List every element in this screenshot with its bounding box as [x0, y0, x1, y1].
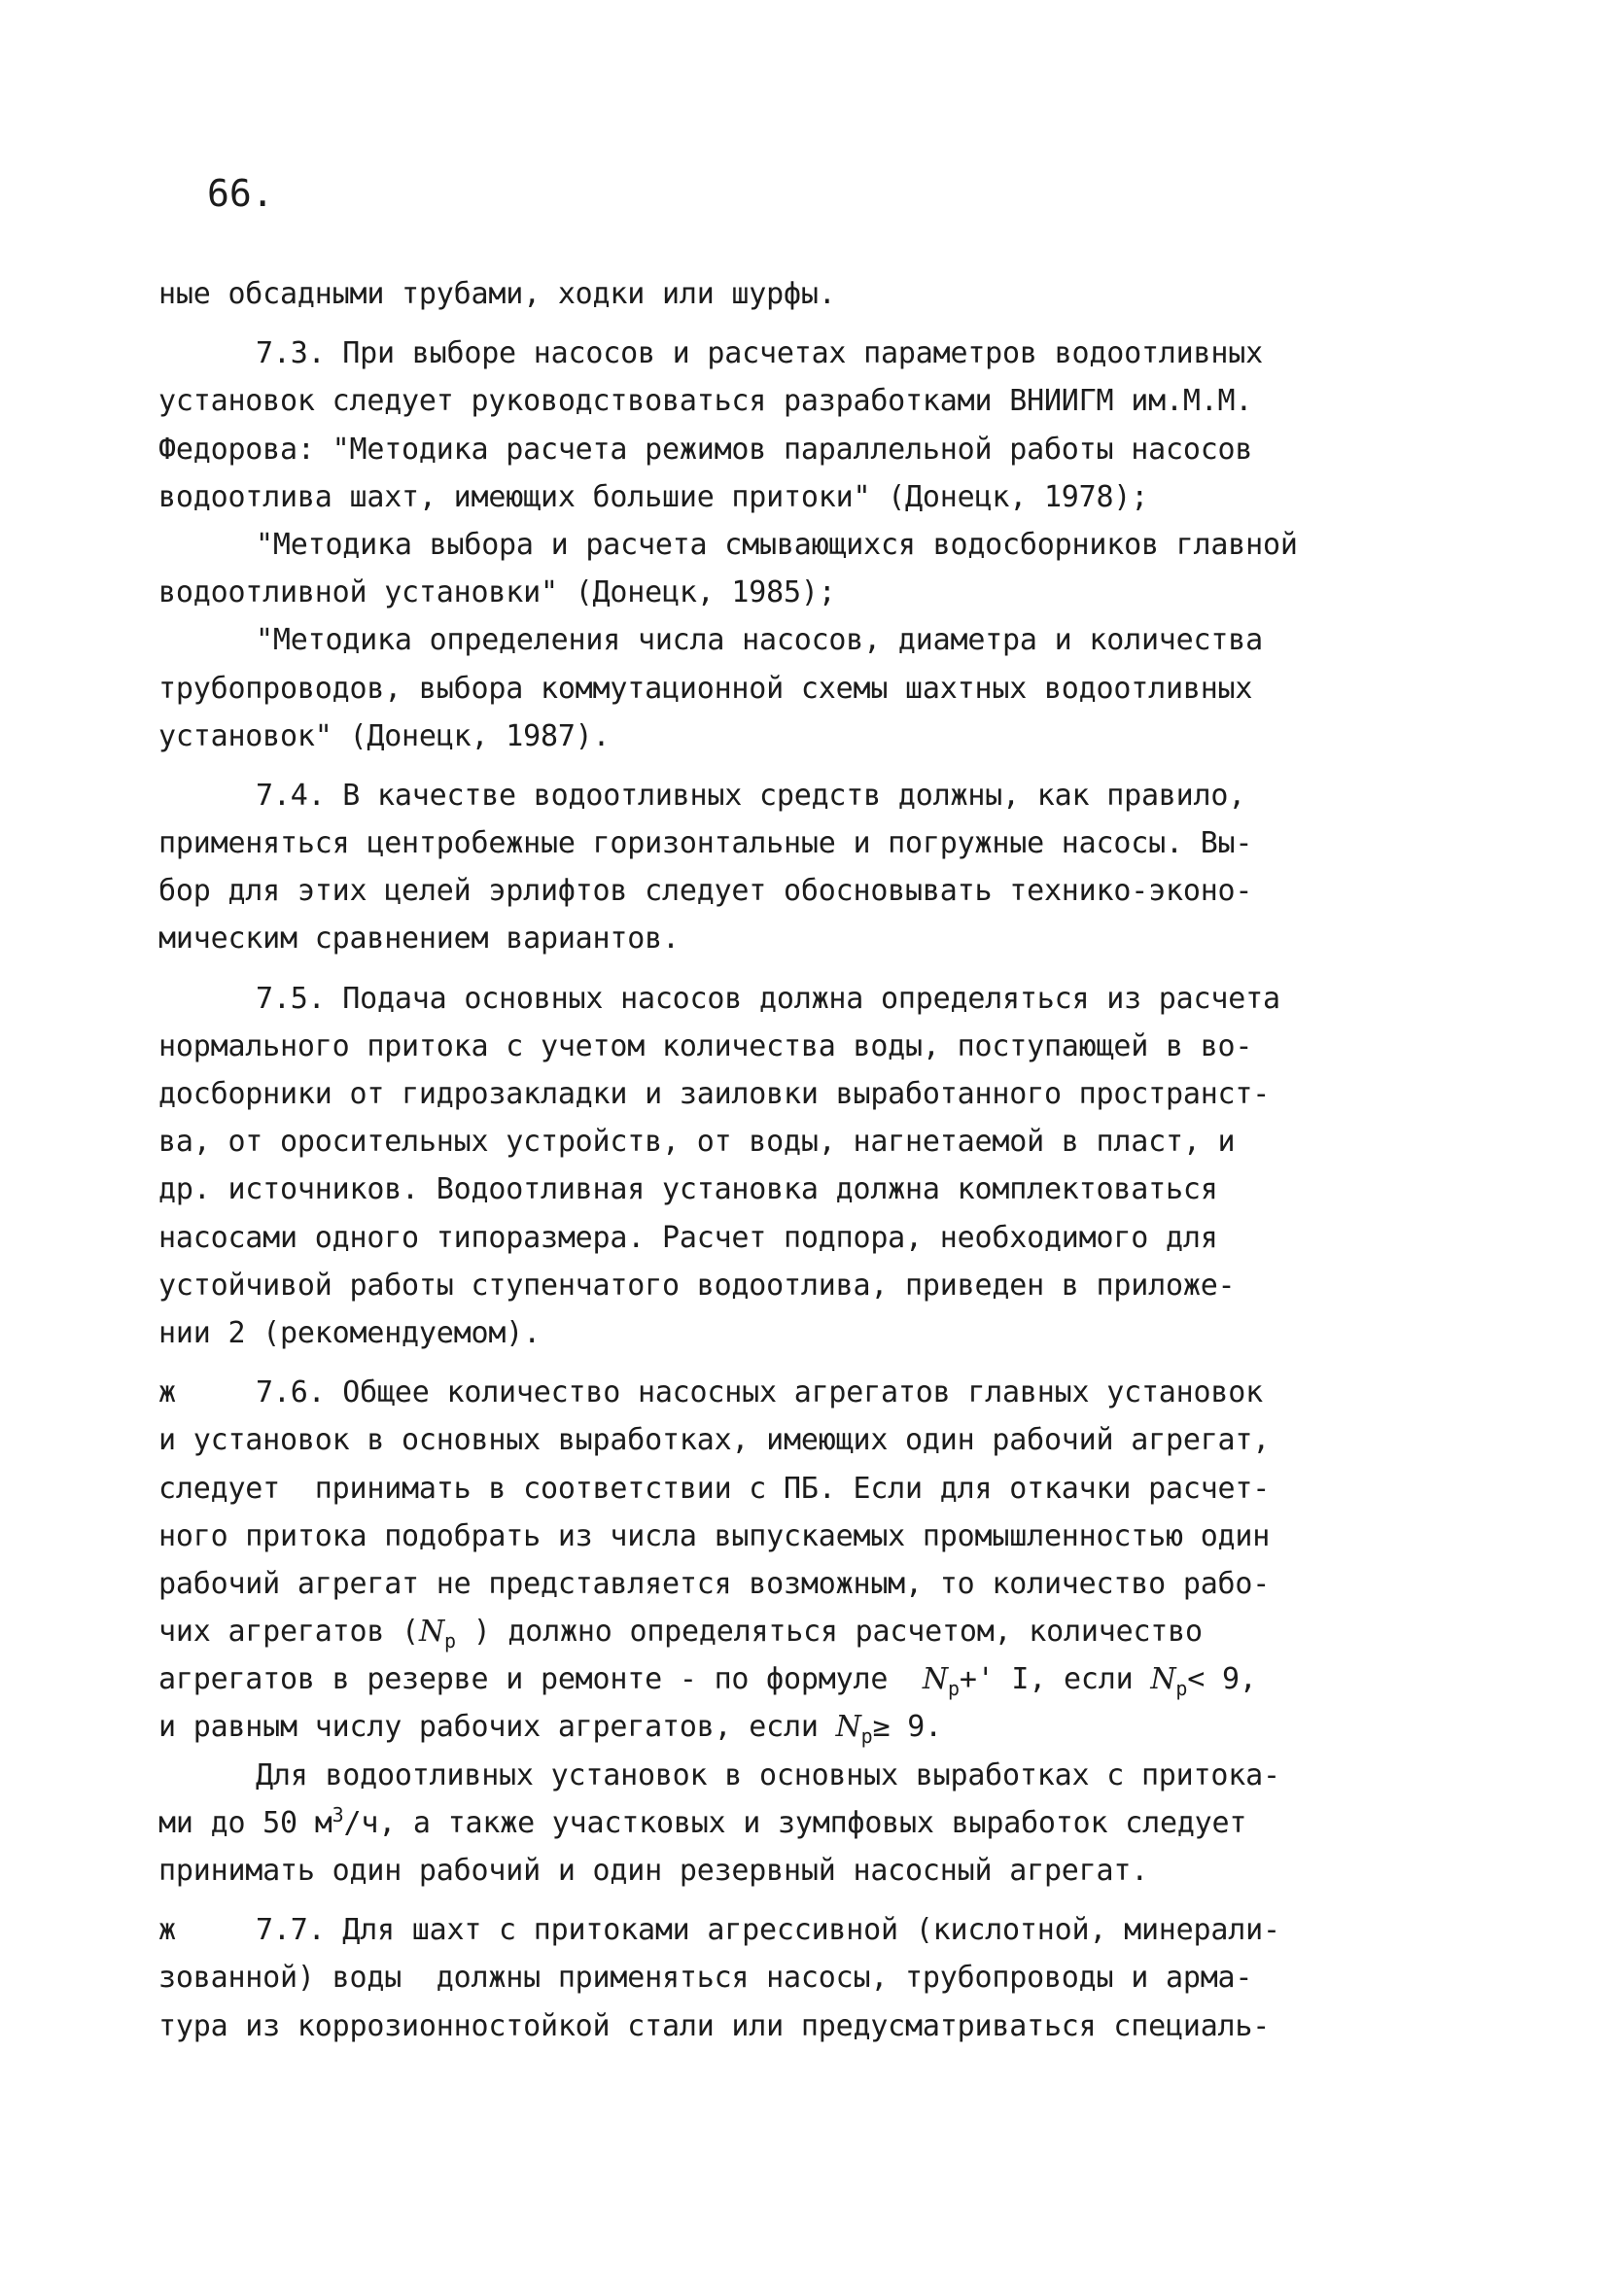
text-line: "Методика определения числа насосов, диаметра и количества — [256, 623, 1263, 658]
text-line — [158, 1703, 1461, 1751]
text-line: бор для этих целей эрлифтов следует обосновывать технико-эконо- — [158, 874, 1253, 909]
line-text: чих агрегатов ( — [158, 1615, 419, 1650]
text-line: зованной) воды должны применяться насосы, трубопроводы и арма- — [158, 1961, 1253, 1996]
text-line: нормального притока с учетом количества воды, поступающей в во- — [158, 1028, 1253, 1063]
formula-symbol: N — [418, 1615, 444, 1650]
formula-subscript: р — [1175, 1677, 1188, 1701]
text-line: 7.4. В качестве водоотливных средств должны, как правило, — [256, 778, 1246, 813]
paragraph-7-6-continued — [158, 1752, 1461, 1896]
text-line — [158, 1799, 1461, 1847]
text-line: ные обсадными трубами, ходки или шурфы. — [158, 277, 836, 311]
line-text: ми до 50 м — [158, 1805, 332, 1840]
text-line: и установок в основных выработках, имеющих один рабочий агрегат, — [158, 1423, 1271, 1458]
change-marker: ж — [158, 1375, 176, 1410]
text-line: трубопроводов, выбора коммутационной схемы шахтных водоотливных — [158, 671, 1253, 706]
line-text: ) должно определяться расчетом, количество — [455, 1615, 1203, 1650]
line-text: и равным числу рабочих агрегатов, если — [158, 1710, 836, 1745]
text-line: др. источников. Водоотливная установка должна комплектоваться — [158, 1172, 1218, 1207]
text-line: водоотлива шахт, имеющих большие притоки" (Донецк, 1978); — [158, 479, 1149, 514]
reference-quote-1 — [158, 521, 1461, 616]
text-line: установок" (Донецк, 1987). — [158, 718, 611, 753]
text-line: мическим сравнением вариантов. — [158, 922, 680, 957]
line-text: +' I, если — [959, 1662, 1151, 1697]
text-line: тура из коррозионностойкой стали или предусматриваться специаль- — [158, 2008, 1271, 2043]
superscript: 3 — [332, 1802, 344, 1826]
text-line: ва, от оросительных устройств, от воды, нагнетаемой в пласт, и — [158, 1125, 1236, 1160]
formula-symbol: N — [1150, 1662, 1176, 1697]
text-line: применяться центробежные горизонтальные и погружные насосы. Вы- — [158, 826, 1253, 861]
text-line: устойчивой работы ступенчатого водоотлива, приведен в приложе- — [158, 1268, 1236, 1303]
text-line: 7.5. Подача основных насосов должна определяться из расчета — [256, 981, 1280, 1016]
text-line: Федорова: "Методика расчета режимов параллельной работы насосов — [158, 432, 1253, 467]
text-line: водоотливной установки" (Донецк, 1985); — [158, 575, 836, 610]
text-line — [158, 1369, 1461, 1416]
text-line: нии 2 (рекомендуемом). — [158, 1315, 541, 1350]
change-marker: ж — [158, 1913, 176, 1948]
formula-subscript: р — [947, 1677, 960, 1701]
reference-quote-2 — [158, 616, 1461, 760]
paragraph-7-6 — [158, 1369, 1461, 1752]
text-line: Для водоотливных установок в основных выработках с притока- — [256, 1757, 1280, 1792]
text-line: досборники от гидрозакладки и заиловки выработанного пространст- — [158, 1077, 1271, 1111]
text-line: рабочий агрегат не представляется возможным, то количество рабо- — [158, 1566, 1271, 1601]
formula-subscript: р — [444, 1629, 456, 1653]
line-text: 7.7. Для шахт с притоками агрессивной (кислотной, минерали- — [256, 1913, 1280, 1948]
text-line — [158, 1608, 1461, 1655]
line-text: 7.6. Общее количество насосных агрегатов главных установок — [256, 1375, 1263, 1410]
text-line: установок следует руководствоваться разработками ВНИИГМ им.М.М. — [158, 384, 1253, 419]
paragraph-7-4 — [158, 772, 1461, 963]
line-text: /ч, а также участковых и зумпфовых выработок следует — [343, 1805, 1247, 1840]
paragraph-7-5 — [158, 975, 1461, 1358]
text-line — [158, 1655, 1461, 1703]
formula-subscript: р — [860, 1724, 873, 1749]
text-line: принимать один рабочий и один резервный насосный агрегат. — [158, 1854, 1149, 1888]
text-line: следует принимать в соответствии с ПБ. Если для откачки расчет- — [158, 1471, 1271, 1506]
line-text: ≥ 9. — [872, 1710, 942, 1745]
text-line: 7.3. При выборе насосов и расчетах параметров водоотливных — [256, 336, 1263, 371]
body-text — [158, 270, 1461, 2050]
line-text: агрегатов в резерве и ремонте - по формуле — [158, 1662, 923, 1697]
text-line: "Методика выбора и расчета смывающихся водосборников главной — [256, 527, 1298, 562]
text-line — [158, 1906, 1461, 1954]
text-line: ного притока подобрать из числа выпускаемых промышленностью один — [158, 1518, 1271, 1553]
formula-symbol: N — [835, 1710, 861, 1745]
line-text: < 9, — [1187, 1662, 1257, 1697]
page-number: 66. — [207, 172, 274, 215]
formula-symbol: N — [922, 1662, 948, 1697]
paragraph-7-7 — [158, 1906, 1461, 2050]
paragraph-7-3 — [158, 330, 1461, 521]
text-line: насосами одного типоразмера. Расчет подпора, необходимого для — [158, 1220, 1218, 1255]
